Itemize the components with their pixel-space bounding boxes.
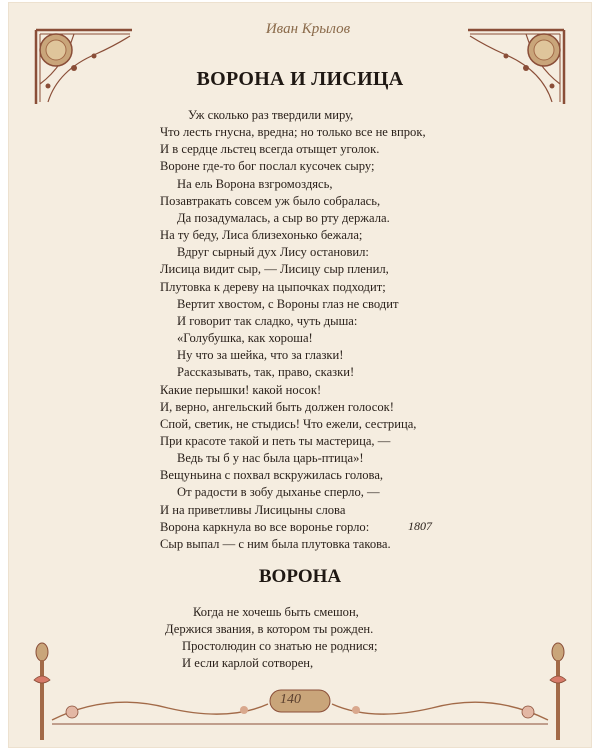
- poem-line: Что лесть гнусна, вредна; но только все не впрок,: [160, 125, 426, 140]
- poem-line: Вещуньина с похвал вскружилась голова,: [160, 468, 384, 483]
- poem-line: И говорит так сладко, чуть дыша:: [177, 313, 358, 328]
- second-fable-poem: [165, 604, 465, 672]
- poem-line: И, верно, ангельский быть должен голосок!: [160, 399, 394, 414]
- poem-line: Позавтракать совсем уж было собралась,: [160, 193, 381, 208]
- poem-line: На ель Ворона взгромоздясь,: [177, 176, 333, 191]
- poem-line: Да позадумалась, а сыр во рту держала.: [177, 210, 390, 225]
- poem-line: При красоте такой и петь ты мастерица, —: [160, 433, 391, 448]
- page-number: 140: [280, 692, 301, 707]
- poem-line: Простолюдин со знатью не роднися;: [182, 639, 378, 653]
- fable-poem: [160, 107, 460, 553]
- book-page: [8, 2, 592, 748]
- poem-line: «Голубушка, как хороша!: [177, 331, 313, 346]
- poem-line: Рассказывать, так, право, сказки!: [177, 365, 355, 380]
- poem-line: Какие перышки! какой носок!: [160, 382, 322, 397]
- poem-line: Вертит хвостом, с Вороны глаз не сводит: [177, 296, 399, 311]
- poem-line: На ту беду, Лиса близехонько бежала;: [160, 228, 363, 243]
- poem-line: Лисица видит сыр, — Лисицу сыр пленил,: [160, 262, 389, 277]
- poem-line: Плутовка к дереву на цыпочках подходит;: [160, 279, 386, 294]
- poem-line: Ведь ты б у нас была царь-птица»!: [177, 451, 364, 466]
- poem-line: Ворона каркнула во все воронье горло:: [160, 519, 370, 534]
- poem-line: И если карлой сотворен,: [182, 656, 314, 670]
- corner-ornament-top-left: [34, 26, 134, 106]
- poem-line: От радости в зобу дыханье сперло, —: [177, 485, 380, 500]
- poem-line: Когда не хочешь быть смешон,: [193, 605, 359, 619]
- fable-year: 1807: [408, 519, 432, 533]
- poem-line: Вдруг сырный дух Лису остановил:: [177, 245, 369, 260]
- poem-line: Вороне где-то бог послал кусочек сыру;: [160, 159, 375, 174]
- poem-line: Сыр выпал — с ним была плутовка такова.: [160, 536, 391, 551]
- poem-line: Спой, светик, не стыдись! Что ежели, сестрица,: [160, 416, 417, 431]
- poem-line: Ну что за шейка, что за глазки!: [177, 348, 344, 363]
- poem-line: Держися звания, в котором ты рожден.: [165, 622, 374, 636]
- header-author: Иван Крылов: [265, 21, 351, 37]
- poem-line: И в сердце льстец всегда отыщет уголок.: [160, 142, 380, 157]
- fable-title: ВОРОНА И ЛИСИЦА: [196, 68, 404, 90]
- corner-ornament-top-right: [466, 26, 566, 106]
- poem-line: И на приветливы Лисицыны слова: [160, 502, 346, 517]
- poem-line: Уж сколько раз твердили миру,: [188, 108, 354, 122]
- second-fable-title: ВОРОНА: [258, 566, 342, 587]
